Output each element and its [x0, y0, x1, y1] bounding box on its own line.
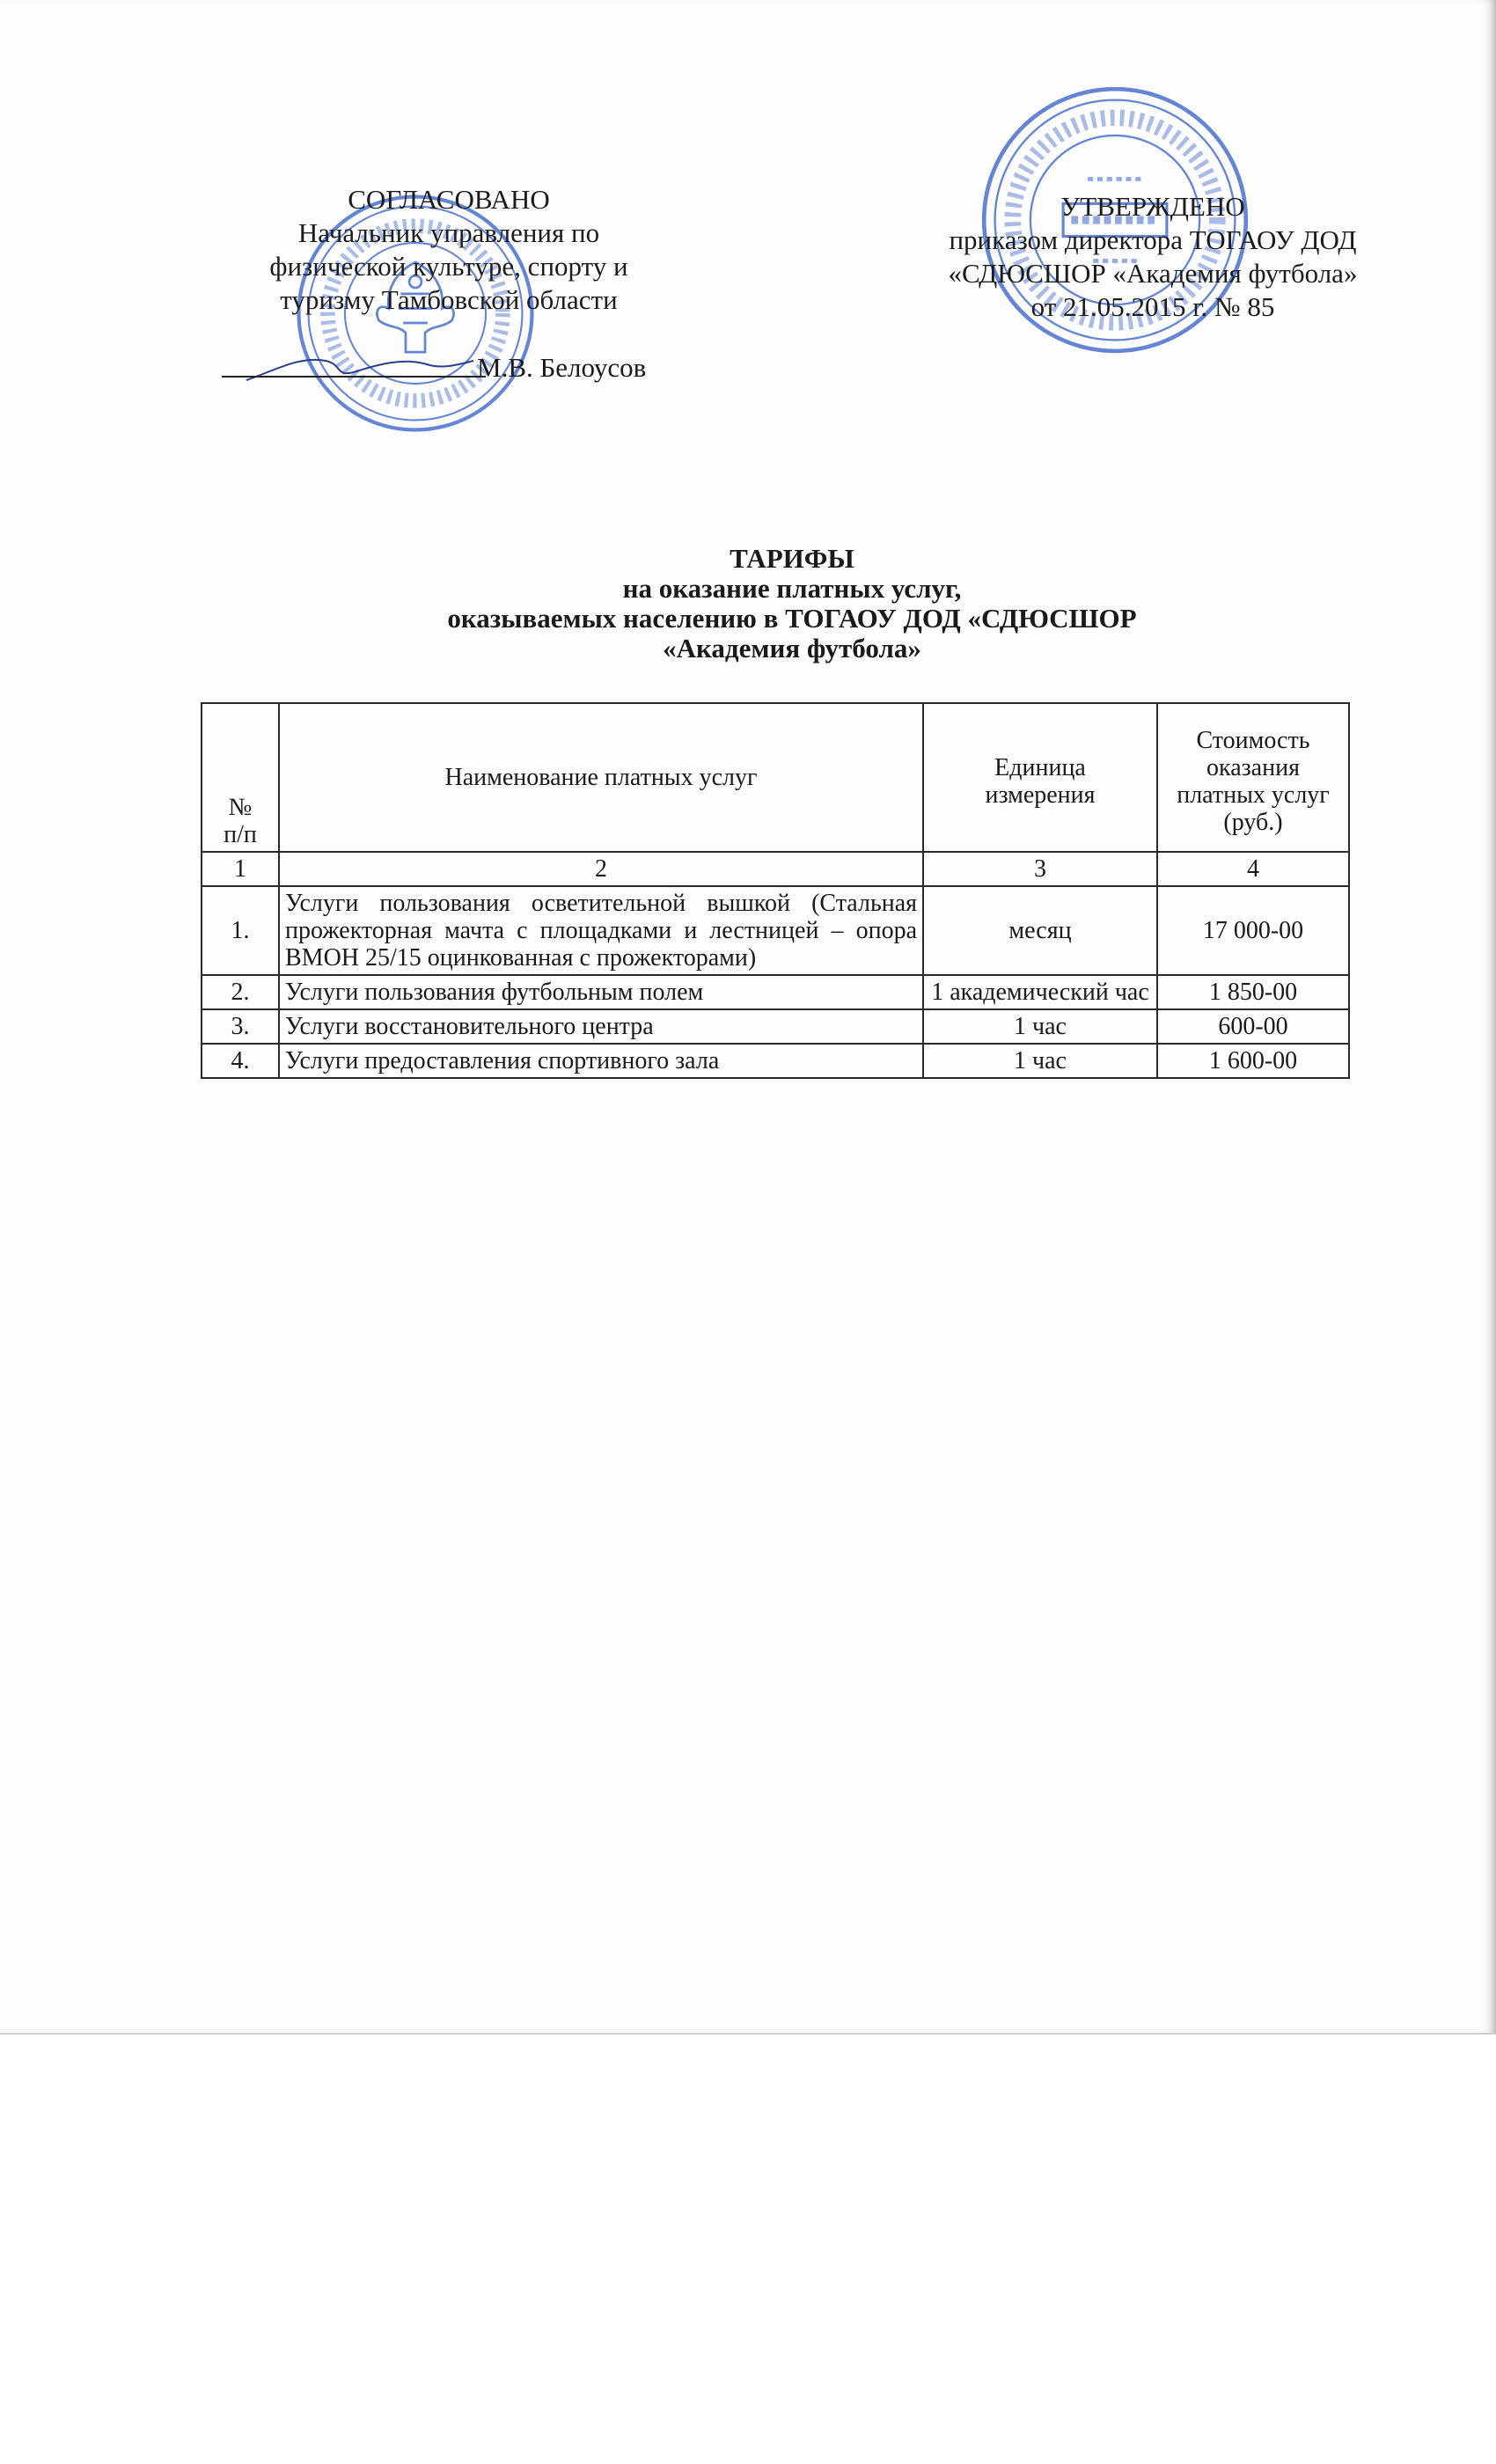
title-line: на оказание платных услуг, [622, 573, 962, 604]
approval-line: Начальник управления по [297, 217, 600, 248]
approval-title: СОГЛАСОВАНО [348, 184, 550, 215]
header-unit [923, 703, 1157, 852]
tariffs-table [201, 702, 1350, 1079]
service-name: Услуги предоставления спортивного зала [279, 1044, 923, 1078]
table-header-row [202, 703, 1349, 852]
unit-of-measure: 1 час [923, 1009, 1157, 1044]
table-row [202, 886, 1349, 975]
service-cost: 1 600-00 [1157, 1044, 1349, 1078]
header-text: (руб.) [1223, 809, 1283, 836]
approval-line: туризму Тамбовской области [280, 284, 618, 315]
table-row [202, 975, 1349, 1009]
approval-block-approved [906, 190, 1399, 324]
unit-of-measure: месяц [923, 886, 1157, 975]
service-name: Услуги пользования осветительной вышкой (Стальная прожекторная мачта с площадками и лестницей – опора ВМОН 25/15 оцинкованная с прожекторами) [279, 886, 923, 975]
column-number: 3 [923, 852, 1157, 886]
row-number: 3. [202, 1009, 279, 1044]
service-name: Услуги пользования футбольным полем [279, 975, 923, 1009]
row-number: 2. [202, 975, 279, 1009]
header-text: Наименование платных услуг [444, 764, 758, 791]
approval-line: физической культуре, спорту и [269, 251, 628, 282]
service-name: Услуги восстановительного центра [279, 1009, 923, 1044]
service-cost: 600-00 [1157, 1009, 1349, 1044]
signature-line [222, 376, 486, 378]
scan-edge [0, 2033, 1496, 2035]
header-text: оказания [1206, 754, 1300, 781]
service-cost: 17 000-00 [1157, 886, 1349, 975]
approval-title: УТВЕРЖДЕНО [1060, 191, 1245, 222]
header-number [202, 703, 279, 852]
handwritten-signature [238, 345, 484, 389]
header-text: № [228, 794, 253, 821]
title-line: оказываемых населению в ТОГАОУ ДОД «СДЮСШОР [447, 603, 1137, 634]
row-number: 4. [202, 1044, 279, 1078]
header-text: Единица [994, 754, 1086, 781]
approval-line: от 21.05.2015 г. № 85 [1030, 291, 1275, 322]
approval-block-agreed [185, 183, 713, 317]
unit-of-measure: 1 час [923, 1044, 1157, 1078]
table-row [202, 1044, 1349, 1078]
column-number-row [202, 852, 1349, 886]
column-number: 1 [202, 852, 279, 886]
approval-line: «СДЮСШОР «Академия футбола» [948, 258, 1358, 289]
header-text: Стоимость [1196, 727, 1310, 754]
title-line: «Академия футбола» [663, 633, 921, 664]
header-service-name [279, 703, 923, 852]
column-number: 2 [279, 852, 923, 886]
unit-of-measure: 1 академический час [923, 975, 1157, 1009]
approval-line: приказом директора ТОГАОУ ДОД [949, 224, 1357, 255]
table-row [202, 1009, 1349, 1044]
row-number: 1. [202, 886, 279, 975]
signer-name: М.В. Белоусов [477, 352, 647, 383]
header-cost [1157, 703, 1349, 852]
document-title [264, 544, 1320, 664]
header-text: измерения [985, 781, 1096, 809]
service-cost: 1 850-00 [1157, 975, 1349, 1009]
header-text: п/п [224, 821, 257, 848]
column-number: 4 [1157, 852, 1349, 886]
title-line: ТАРИФЫ [730, 543, 854, 574]
header-text: платных услуг [1177, 781, 1330, 809]
